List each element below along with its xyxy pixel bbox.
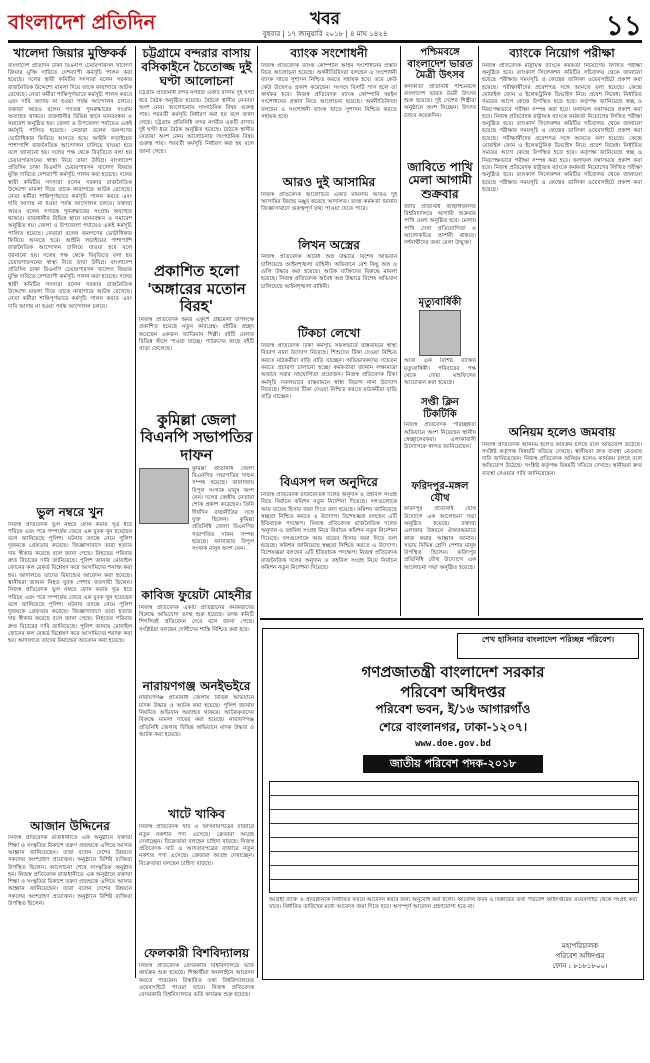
- headline: আরও দুই আসামির: [282, 174, 376, 189]
- article-body: জাবি প্রতিনিধি জাহাঙ্গীরনগর বিশ্ববিদ্যালয়ে আগামী শুক্রবার পাখি মেলা অনুষ্ঠিত হবে। মেলায় পাখি দেখা প্রতিযোগিতা ও আলোকচিত্র প্রদর্শনী থাকবে। দর্শনার্থীদের জন্য মেলা উন্মুক্ত।: [404, 203, 476, 247]
- headline: মৃত্যুবার্ষিকী: [418, 296, 462, 308]
- section-title: খবর: [310, 9, 340, 29]
- ad-award-banner: জাতীয় পরিবেশ পদক-২০১৮: [363, 755, 543, 773]
- headline: পশ্চিমবঙ্গে বাংলাদেশ ভারত মৈত্রী উৎসব: [407, 47, 473, 81]
- portrait-photo: [419, 310, 461, 356]
- headline: ফরিদপুর-মঙ্গল যৌথ: [411, 481, 469, 504]
- ad-tagline: শেখ হাসিনার বাংলাদেশ পরিচ্ছন্ন পরিবেশ।: [457, 633, 639, 659]
- column-1: [8, 44, 132, 978]
- headline: ফেলকারী বিশবিদ্যালয়: [143, 946, 250, 961]
- column-2: [139, 44, 254, 999]
- headline: নারায়ণগঞ্জ অনইভইরে: [142, 678, 251, 693]
- column-rule: [400, 46, 401, 616]
- headline: বিএসপ দল অনুদিরে: [280, 475, 378, 490]
- portrait-photo: [139, 468, 189, 524]
- ad-signature-block: [525, 941, 635, 971]
- article-body: নিজস্ব প্রতিবেদক আলোচিত একটি মামলায় আরও দুই আসামির রিমান্ড মঞ্জুর করেছে আদালত। তদন্ত কর্মকর্তা জানান জিজ্ঞাসাবাদে গুরুত্বপূর্ণ তথ্য পাওয়া যেতে পারে।: [261, 191, 397, 213]
- article-body: নিজস্ব প্রতিবেদক টিকা কর্মসূচি সফলভাবে বাস্তবায়নে স্বাস্থ্য বিভাগ নানা উদ্যোগ নিয়েছে। শিশুদের টিকা দেওয়া নিশ্চিত করতে মাঠকর্মীরা বাড়ি বাড়ি যাচ্ছেন। অভিভাবকদের সচেতন করতে প্রচারণা চালানো হচ্ছে। কর্মকর্তারা জানান লক্ষ্যমাত্রা অর্জনে সবার সহযোগিতা প্রয়োজন। নিজস্ব প্রতিবেদক টিকা কর্মসূচি সফলভাবে বাস্তবায়নে স্বাস্থ্য বিভাগ নানা উদ্যোগ নিয়েছে। শিশুদের টিকা দেওয়া নিশ্চিত করতে মাঠকর্মীরা বাড়ি বাড়ি যাচ্ছেন।: [261, 343, 397, 401]
- headline: চট্টগ্রামে বন্দরার বাসায় বসিকাইনে চৈতোজ্জ দুই ঘণ্টা আলোচনা: [141, 46, 252, 88]
- article-body: ফরিদপুর প্রতিনিধি যৌথ উদ্যোগে এক আলোচনা সভা অনুষ্ঠিত হয়েছে। বক্তারা এলাকার উন্নয়নে ঐক্যবদ্ধভাবে কাজ করার আহ্বান জানান। সভায় বিভিন্ন শ্রেণি পেশার মানুষ উপস্থিত ছিলেন। ফরিদপুর প্রতিনিধি যৌথ উদ্যোগে এক আলোচনা সভা অনুষ্ঠিত হয়েছে।: [404, 506, 476, 571]
- headline: কুমিল্লা জেলা বিএনপি সভাপতির দাফন: [140, 411, 253, 464]
- ad-criteria-table: [269, 781, 639, 893]
- headline: ব্যাংকে নিয়োগ পরীক্ষা: [509, 46, 615, 60]
- ad-address-line1: পরিবেশ ভবন, ই/১৬ আগারগাঁও: [375, 702, 531, 716]
- column-3: [261, 44, 397, 684]
- article-body: নিজস্ব প্রতিবেদক রাষ্ট্রায়ত্ত ব্যাংকে কর্মকর্তা নিয়োগের লিখিত পরীক্ষা অনুষ্ঠিত হবে। ব্যাংকার্স সিলেকশন কমিটির সচিবালয় থেকে জানানো হয়েছে পরীক্ষার সময়সূচি ও কেন্দ্রের তালিকা ওয়েবসাইটে প্রকাশ করা হয়েছে। পরীক্ষার্থীদের প্রবেশপত্র সঙ্গে আনতে বলা হয়েছে। কেন্দ্রে মোবাইল ফোন ও ইলেকট্রনিক ডিভাইস নিয়ে প্রবেশ নিষেধ। নির্ধারিত সময়ের আগে কেন্দ্রে উপস্থিত হতে হবে। কর্তৃপক্ষ জানিয়েছে স্বচ্ছ ও নিরপেক্ষভাবে পরীক্ষা সম্পন্ন করা হবে। ফলাফল যথাসময়ে প্রকাশ করা হবে। নিজস্ব প্রতিবেদক রাষ্ট্রায়ত্ত ব্যাংকে কর্মকর্তা নিয়োগের লিখিত পরীক্ষা অনুষ্ঠিত হবে। ব্যাংকার্স সিলেকশন কমিটির সচিবালয় থেকে জানানো হয়েছে পরীক্ষার সময়সূচি ও কেন্দ্রের তালিকা ওয়েবসাইটে প্রকাশ করা হয়েছে। পরীক্ষার্থীদের প্রবেশপত্র সঙ্গে আনতে বলা হয়েছে। কেন্দ্রে মোবাইল ফোন ও ইলেকট্রনিক ডিভাইস নিয়ে প্রবেশ নিষেধ। নির্ধারিত সময়ের আগে কেন্দ্রে উপস্থিত হতে হবে। কর্তৃপক্ষ জানিয়েছে স্বচ্ছ ও নিরপেক্ষভাবে পরীক্ষা সম্পন্ন করা হবে। ফলাফল যথাসময়ে প্রকাশ করা হবে। নিজস্ব প্রতিবেদক রাষ্ট্রায়ত্ত ব্যাংকে কর্মকর্তা নিয়োগের লিখিত পরীক্ষা অনুষ্ঠিত হবে। ব্যাংকার্স সিলেকশন কমিটির সচিবালয় থেকে জানানো হয়েছে পরীক্ষার সময়সূচি ও কেন্দ্রের তালিকা ওয়েবসাইটে প্রকাশ করা হয়েছে।: [482, 62, 642, 193]
- ad-address-line2: শেরে বাংলানগর, ঢাকা-১২০৭।: [378, 720, 528, 734]
- article-body: নিজস্ব প্রতিবেদক পরিচ্ছন্নতা অভিযানে অংশ নিয়েছেন স্থানীয় স্বেচ্ছাসেবকরা। এলাকাবাসী উদ্যোগকে স্বাগত জানিয়েছেন।: [404, 422, 476, 451]
- article-body: কুমিল্লা প্রতিনিধি জেলা বিএনপির সভাপতির দাফন সম্পন্ন হয়েছে। জানাজায় বিপুল সংখ্যক মানুষ অংশ নেন। দলের কেন্দ্রীয় নেতারা শোক প্রকাশ করেছেন। তিনি দীর্ঘদিন রাজনীতির সঙ্গে যুক্ত ছিলেন। কুমিল্লা প্রতিনিধি জেলা বিএনপির সভাপতির দাফন সম্পন্ন হয়েছে। জানাজায় বিপুল সংখ্যক মানুষ অংশ নেন।: [192, 465, 254, 553]
- article-body: নিজস্ব প্রতিবেদক রাজধানীতে এক অনুষ্ঠানে বক্তারা শিক্ষা ও সংস্কৃতির বিকাশে তরুণ প্রজন্মকে এগিয়ে আসার আহ্বান জানিয়েছেন। তারা বলেন দেশের উন্নয়নে সকলের অংশগ্রহণ প্রয়োজন। অনুষ্ঠানে বিশিষ্ট ব্যক্তিরা উপস্থিত ছিলেন। আলোচনা শেষে সাংস্কৃতিক অনুষ্ঠান হয়। নিজস্ব প্রতিবেদক রাজধানীতে এক অনুষ্ঠানে বক্তারা শিক্ষা ও সংস্কৃতির বিকাশে তরুণ প্রজন্মকে এগিয়ে আসার আহ্বান জানিয়েছেন। তারা বলেন দেশের উন্নয়নে সকলের অংশগ্রহণ প্রয়োজন। অনুষ্ঠানে বিশিষ্ট ব্যক্তিরা উপস্থিত ছিলেন।: [8, 835, 132, 908]
- article-body: নিজস্ব প্রতিবেদক অবৈধ অস্ত্র উদ্ধারে বিশেষ অভিযান চালিয়েছে আইনশৃঙ্খলা বাহিনী। অভিযানে বেশ কিছু অস্ত্র ও গুলি উদ্ধার করা হয়েছে। আটক ব্যক্তিদের বিরুদ্ধে মামলা হয়েছে। নিজস্ব প্রতিবেদক অবৈধ অস্ত্র উদ্ধারে বিশেষ অভিযান চালিয়েছে আইনশৃঙ্খলা বাহিনী।: [261, 254, 397, 290]
- headline: প্রকাশিত হলো 'অঙ্গারের মতোন বিরহ': [147, 262, 246, 315]
- article-body: কলকাতা প্রতিনিধি পশ্চিমবঙ্গে বাংলাদেশ ভারত মৈত্রী উৎসব শুরু হয়েছে। দুই দেশের শিল্পীরা অনুষ্ঠানে অংশ নিচ্ছেন। উৎসব চলবে কয়েকদিন।: [404, 83, 476, 119]
- dateline: বুধবার | ১৭ জানুয়ারি ২০১৮ | ৪ মাঘ ১৪২৪: [262, 30, 388, 38]
- masthead: বাংলাদেশ প্রতিদিন: [8, 10, 156, 34]
- headline: লিখন অস্ত্রের: [298, 237, 360, 252]
- headline: সপ্তী ক্লিন টিকটিকি: [421, 397, 459, 420]
- column-5: [482, 44, 642, 614]
- article-body: নারায়ণগঞ্জ প্রতিনিধি জেলায় বিভিন্ন অভিযানে মাদক উদ্ধার ও আটক করা হয়েছে। পুলিশ জানায় নিয়মিত অভিযান অব্যাহত থাকবে। আটককৃতদের বিরুদ্ধে মামলা দায়ের করা হয়েছে। নারায়ণগঞ্জ প্রতিনিধি জেলায় বিভিন্ন অভিযানে মাদক উদ্ধার ও আটক করা হয়েছে।: [139, 695, 254, 738]
- article-body: নিজস্ব প্রতিবেদক ভুল নম্বরে ফোন করার সূত্র ধরে পরিচয় এবং পরে সম্পর্কের জেরে এক যুবক খুন হয়েছেন বলে জানিয়েছে পুলিশ। ঘটনার তদন্তে নেমে পুলিশ দুজনকে গ্রেফতার করেছে। জিজ্ঞাসাবাদে তারা হত্যার দায় স্বীকার করেছে বলে জানা গেছে। নিহতের পরিবার দ্রুত বিচারের দাবি জানিয়েছে। পুলিশ জানায় মোবাইল ফোনের কল রেকর্ড বিশ্লেষণ করে আসামিদের শনাক্ত করা হয়। আদালতে তাদের রিমান্ডের আবেদন করা হয়েছে। স্থানীয়রা জানান নিহত যুবক পেশায় ব্যবসায়ী ছিলেন। নিজস্ব প্রতিবেদক ভুল নম্বরে ফোন করার সূত্র ধরে পরিচয় এবং পরে সম্পর্কের জেরে এক যুবক খুন হয়েছেন বলে জানিয়েছে পুলিশ। ঘটনার তদন্তে নেমে পুলিশ দুজনকে গ্রেফতার করেছে। জিজ্ঞাসাবাদে তারা হত্যার দায় স্বীকার করেছে বলে জানা গেছে। নিহতের পরিবার দ্রুত বিচারের দাবি জানিয়েছে। পুলিশ জানায় মোবাইল ফোনের কল রেকর্ড বিশ্লেষণ করে আসামিদের শনাক্ত করা হয়। আদালতে তাদের রিমান্ডের আবেদন করা হয়েছে।: [8, 521, 132, 645]
- column-4: [404, 44, 476, 614]
- article-body: নিজস্ব প্রতিবেদক অমর একুশে গ্রন্থমেলা উপলক্ষে প্রকাশিত হয়েছে নতুন কাব্যগ্রন্থ। বইটির প্রচ্ছদ করেছেন একজন খ্যাতিমান শিল্পী। বইটি মেলার বিভিন্ন স্টলে পাওয়া যাচ্ছে। পাঠকদের কাছে বইটি সাড়া ফেলেছে।: [139, 317, 254, 353]
- ad-phone: ফোন : ৮১৮১৮০০।: [552, 962, 608, 970]
- government-advertisement: [262, 628, 644, 980]
- headline: খালেদা জিয়ার মুক্তিকর্ক: [13, 46, 127, 60]
- article-body: নিজস্ব প্রতিবেদক রাজনৈতিক দলের অনুদান ও তহবিল সংগ্রহ নিয়ে নির্বাচন কমিশন নতুন নির্দেশনা দিয়েছে। দলগুলোকে আয় ব্যয়ের হিসাব জমা দিতে বলা হয়েছে। কমিশন জানিয়েছে স্বচ্ছতা নিশ্চিত করতে এ উদ্যোগ। বিশেষজ্ঞরা বলছেন এটি ইতিবাচক পদক্ষেপ। নিজস্ব প্রতিবেদক রাজনৈতিক দলের অনুদান ও তহবিল সংগ্রহ নিয়ে নির্বাচন কমিশন নতুন নির্দেশনা দিয়েছে। দলগুলোকে আয় ব্যয়ের হিসাব জমা দিতে বলা হয়েছে। কমিশন জানিয়েছে স্বচ্ছতা নিশ্চিত করতে এ উদ্যোগ। বিশেষজ্ঞরা বলছেন এটি ইতিবাচক পদক্ষেপ। নিজস্ব প্রতিবেদক রাজনৈতিক দলের অনুদান ও তহবিল সংগ্রহ নিয়ে নির্বাচন কমিশন নতুন নির্দেশনা দিয়েছে।: [261, 491, 397, 571]
- ad-table-rows: [270, 782, 638, 892]
- article-body: নিজস্ব প্রতিবেদক খাট ও আসবাবপত্রের বাজারে নতুন নকশার পণ্য এসেছে। ক্রেতারা আগ্রহ দেখাচ্ছেন। বিক্রেতারা বলছেন চাহিদা বাড়ছে। নিজস্ব প্রতিবেদক খাট ও আসবাবপত্রের বাজারে নতুন নকশার পণ্য এসেছে। ক্রেতারা আগ্রহ দেখাচ্ছেন। বিক্রেতারা বলছেন চাহিদা বাড়ছে।: [139, 824, 254, 867]
- article-body: নিজস্ব প্রতিবেদক অনিয়ম হলেও কার্যক্রম চলছে বলে অভিযোগ উঠেছে। সংশ্লিষ্ট কর্তৃপক্ষ বিষয়টি খতিয়ে দেখছে। স্থানীয়রা দ্রুত ব্যবস্থা নেওয়ার দাবি জানিয়েছেন। নিজস্ব প্রতিবেদক অনিয়ম হলেও কার্যক্রম চলছে বলে অভিযোগ উঠেছে। সংশ্লিষ্ট কর্তৃপক্ষ বিষয়টি খতিয়ে দেখছে। স্থানীয়রা দ্রুত ব্যবস্থা নেওয়ার দাবি জানিয়েছেন।: [482, 441, 642, 477]
- article-body: চট্টগ্রাম প্রতিনিধি বন্দর নগরীর একটি বাসায় দুই ঘণ্টা ধরে বৈঠক অনুষ্ঠিত হয়েছে। বৈঠকে স্থানীয় নেতারা অংশ নেন। আলোচনায় সাংগঠনিক বিষয় গুরুত্ব পায়। পরবর্তী কর্মসূচি নির্ধারণ করা হয় বলে জানা গেছে। চট্টগ্রাম প্রতিনিধি বন্দর নগরীর একটি বাসায় দুই ঘণ্টা ধরে বৈঠক অনুষ্ঠিত হয়েছে। বৈঠকে স্থানীয় নেতারা অংশ নেন। আলোচনায় সাংগঠনিক বিষয় গুরুত্ব পায়। পরবর্তী কর্মসূচি নির্ধারণ করা হয় বলে জানা গেছে।: [139, 90, 254, 155]
- article-body: নিজস্ব প্রতিবেদক ব্যাংক কোম্পানি আইন সংশোধনের প্রস্তাব নিয়ে আলোচনা হয়েছে। অর্থনীতিবিদরা বলছেন এ সংশোধনী ব্যাংক খাতে সুশাসন নিশ্চিত করতে সহায়ক হবে। তবে কেউ কেউ উদ্বেগও প্রকাশ করেছেন। সংসদে বিলটি পাস হলে তা কার্যকর হবে। নিজস্ব প্রতিবেদক ব্যাংক কোম্পানি আইন সংশোধনের প্রস্তাব নিয়ে আলোচনা হয়েছে। অর্থনীতিবিদরা বলছেন এ সংশোধনী ব্যাংক খাতে সুশাসন নিশ্চিত করতে সহায়ক হবে।: [261, 62, 397, 120]
- ad-signatory: মহাপরিচালক: [561, 942, 599, 950]
- column-rule: [257, 46, 258, 978]
- column-rule: [478, 46, 479, 616]
- ad-website[interactable]: www.doe.gov.bd: [415, 739, 491, 749]
- ad-government: গণপ্রজাতন্ত্রী বাংলাদেশ সরকার: [361, 663, 545, 681]
- ad-signatory-org: পরিবেশ অধিদপ্তর: [555, 952, 605, 960]
- article-body: নিজস্ব প্রতিবেদক একটি প্রতিষ্ঠানের কর্মকর্তাদের বিরুদ্ধে অভিযোগ তদন্ত শুরু হয়েছে। তদন্ত কমিটি শিগগিরই প্রতিবেদন দেবে বলে জানা গেছে। সংশ্লিষ্টরা বলছেন দোষীদের শাস্তি নিশ্চিত করা হবে।: [139, 604, 254, 633]
- column-rule: [135, 46, 136, 978]
- article-body: নিজস্ব প্রতিবেদক বেসরকারি বিশ্ববিদ্যালয়ে ভর্তি কার্যক্রম শুরু হয়েছে। শিক্ষার্থীরা অনলাইনে আবেদন করতে পারবেন। বিস্তারিত তথ্য বিশ্ববিদ্যালয়ের ওয়েবসাইটে পাওয়া যাবে। নিজস্ব প্রতিবেদক বেসরকারি বিশ্ববিদ্যালয়ে ভর্তি কার্যক্রম শুরু হয়েছে।: [139, 963, 254, 999]
- ad-rule: [260, 618, 643, 620]
- headline: টিকচা লেখো: [297, 326, 361, 341]
- headline: অনিয়ম হলেও জমবায়: [508, 424, 616, 439]
- headline: আজান উদ্দিনের: [30, 818, 110, 833]
- headline: খাটে খাকিব: [168, 807, 225, 822]
- ad-department: পরিবেশ অধিদপ্তর: [400, 683, 506, 701]
- article-body: বাংলাদেশ প্রতিদিন ঢাকা বিএনপি চেয়ারপারসন খালেদা জিয়ার মুক্তি দাবিতে দেশব্যাপী কর্মসূচি পালন করা হয়েছে। দলের স্থায়ী কমিটির সদস্যরা বলেন সরকার রাজনৈতিক উদ্দেশ্যে মামলা দিয়ে তাকে কারাগারে আটক রেখেছে। নেতা কর্মীরা শান্তিপূর্ণভাবে কর্মসূচি পালন করবে এবং দাবি আদায় না হওয়া পর্যন্ত আন্দোলন চলবে। বক্তারা আরও বলেন গণতন্ত্র পুনরুদ্ধারের সংগ্রাম অব্যাহত থাকবে। রাজধানীর বিভিন্ন স্থানে মানববন্ধন ও সমাবেশ অনুষ্ঠিত হয়। জেলা ও উপজেলা পর্যায়েও একই কর্মসূচি পালিত হয়েছে। নেতারা বলেন জনগণের ভোটাধিকার ফিরিয়ে আনতে হবে। আইনি লড়াইয়ের পাশাপাশি রাজনৈতিক আন্দোলন চালিয়ে যাওয়া হবে বলে জানানো হয়। দলের পক্ষ থেকে বিবৃতিতে বলা হয় চেয়ারপারসনের স্বাস্থ্য নিয়ে তারা উদ্বিগ্ন। বাংলাদেশ প্রতিদিন ঢাকা বিএনপি চেয়ারপারসন খালেদা জিয়ার মুক্তি দাবিতে দেশব্যাপী কর্মসূচি পালন করা হয়েছে। দলের স্থায়ী কমিটির সদস্যরা বলেন সরকার রাজনৈতিক উদ্দেশ্যে মামলা দিয়ে তাকে কারাগারে আটক রেখেছে। নেতা কর্মীরা শান্তিপূর্ণভাবে কর্মসূচি পালন করবে এবং দাবি আদায় না হওয়া পর্যন্ত আন্দোলন চলবে। বক্তারা আরও বলেন গণতন্ত্র পুনরুদ্ধারের সংগ্রাম অব্যাহত থাকবে। রাজধানীর বিভিন্ন স্থানে মানববন্ধন ও সমাবেশ অনুষ্ঠিত হয়। জেলা ও উপজেলা পর্যায়েও একই কর্মসূচি পালিত হয়েছে। নেতারা বলেন জনগণের ভোটাধিকার ফিরিয়ে আনতে হবে। আইনি লড়াইয়ের পাশাপাশি রাজনৈতিক আন্দোলন চালিয়ে যাওয়া হবে বলে জানানো হয়। দলের পক্ষ থেকে বিবৃতিতে বলা হয় চেয়ারপারসনের স্বাস্থ্য নিয়ে তারা উদ্বিগ্ন। বাংলাদেশ প্রতিদিন ঢাকা বিএনপি চেয়ারপারসন খালেদা জিয়ার মুক্তি দাবিতে দেশব্যাপী কর্মসূচি পালন করা হয়েছে। দলের স্থায়ী কমিটির সদস্যরা বলেন সরকার রাজনৈতিক উদ্দেশ্যে মামলা দিয়ে তাকে কারাগারে আটক রেখেছে। নেতা কর্মীরা শান্তিপূর্ণভাবে কর্মসূচি পালন করবে এবং দাবি আদায় না হওয়া পর্যন্ত আন্দোলন চলবে।: [8, 62, 132, 310]
- article-body: আজ এক বিশিষ্ট ব্যক্তির মৃত্যুবার্ষিকী। পরিবারের পক্ষ থেকে দোয়া মাহফিলের আয়োজন করা হয়েছে।: [404, 358, 476, 387]
- ad-instructions: আগ্রহী ব্যক্তি ও প্রতিষ্ঠানকে নির্ধারিত ফরমে আবেদন করার জন্য অনুরোধ করা হলো। আবেদন ফরম ও বিস্তারিত তথ্য পরিবেশ অধিদপ্তরের ওয়েবসাইট থেকে সংগ্রহ করা যাবে। নির্ধারিত তারিখের মধ্যে আবেদন জমা দিতে হবে। অসম্পূর্ণ আবেদন গ্রহণযোগ্য হবে না।: [269, 897, 637, 911]
- headline: জাবিতে পাখি মেলা আগামী শুক্রবার: [407, 159, 473, 202]
- headline: কাবিজ ফুয়েটা মোহনীর: [141, 587, 252, 602]
- headline: ভুল নম্বরে খুন: [36, 504, 104, 519]
- page-header: [8, 4, 642, 43]
- page-number: ১১: [605, 9, 642, 42]
- headline: ব্যাংক সংশোধনী: [290, 46, 368, 60]
